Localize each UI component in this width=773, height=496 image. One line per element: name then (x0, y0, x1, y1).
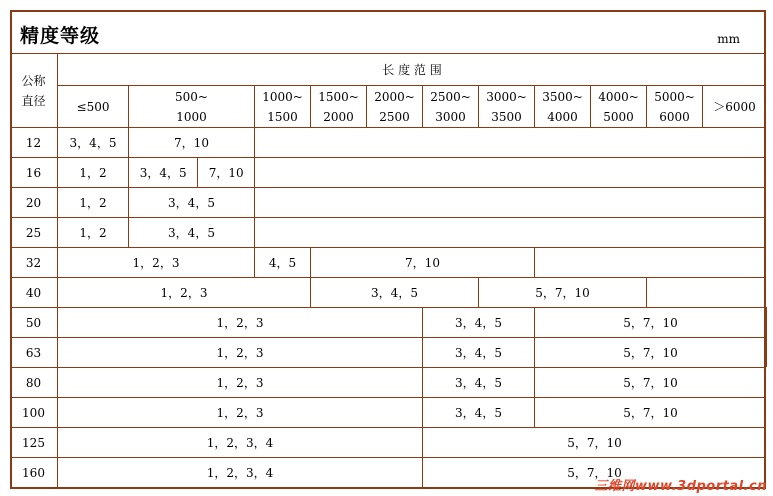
empty-cell (254, 127, 766, 157)
diameter-cell: 20 (10, 187, 57, 217)
grade-cell: 3，4，5 (128, 157, 197, 187)
diameter-cell: 80 (10, 367, 57, 397)
grade-cell: 5，7，10 (534, 367, 766, 397)
grade-cell: 7，10 (197, 157, 254, 187)
empty-cell (254, 217, 766, 247)
empty-cell (766, 337, 767, 367)
diameter-cell: 12 (10, 127, 57, 157)
empty-cell (534, 247, 766, 277)
grade-cell: 5，7，10 (534, 307, 766, 337)
empty-cell (646, 277, 766, 307)
grade-cell: 1，2，3 (57, 337, 422, 367)
diameter-cell: 50 (10, 307, 57, 337)
range-header: 2000~ 2500 (366, 85, 422, 127)
range-header: 500~ 1000 (128, 85, 254, 127)
diameter-cell: 32 (10, 247, 57, 277)
grade-cell: 3，4，5 (422, 307, 534, 337)
diameter-cell: 16 (10, 157, 57, 187)
grade-cell: 3，4，5 (422, 367, 534, 397)
grade-cell: 7，10 (128, 127, 254, 157)
grade-cell: 1，2，3 (57, 397, 422, 427)
range-header: 1500~ 2000 (310, 85, 366, 127)
grade-cell: 3，4，5 (310, 277, 478, 307)
grade-cell: 3，4，5 (128, 187, 254, 217)
page-title: 精度等级 (20, 25, 101, 47)
grade-cell: 1，2 (57, 217, 128, 247)
unit-label: mm (717, 32, 740, 46)
range-header: 3000~ 3500 (478, 85, 534, 127)
empty-cell (254, 157, 766, 187)
grade-cell: 3，4，5 (422, 397, 534, 427)
grade-cell: 5，7，10 (534, 337, 766, 367)
grade-cell: 5，7，10 (478, 277, 646, 307)
range-header: 3500~ 4000 (534, 85, 590, 127)
diameter-cell: 40 (10, 277, 57, 307)
range-header: ≤500 (57, 85, 128, 127)
watermark: 三维网www.3dportal.cn (594, 479, 767, 494)
grade-cell: 1，2 (57, 187, 128, 217)
diameter-cell: 100 (10, 397, 57, 427)
empty-cell (766, 307, 767, 337)
range-header: 2500~ 3000 (422, 85, 478, 127)
empty-cell (254, 187, 766, 217)
grade-cell: 7，10 (310, 247, 534, 277)
grade-cell: 5，7，10 (422, 427, 766, 457)
grade-cell: 1，2 (57, 157, 128, 187)
grade-cell: 3，4，5 (422, 337, 534, 367)
grade-cell: 3，4，5 (57, 127, 128, 157)
grade-cell: 1，2，3 (57, 367, 422, 397)
range-header: 4000~ 5000 (590, 85, 646, 127)
precision-grade-table (10, 53, 766, 489)
range-header: 5000~ 6000 (646, 85, 702, 127)
diameter-cell: 63 (10, 337, 57, 367)
diameter-cell: 125 (10, 427, 57, 457)
diameter-cell: 160 (10, 457, 57, 487)
grade-cell: 1，2，3 (57, 307, 422, 337)
grade-cell: 1，2，3，4 (57, 427, 422, 457)
length-range-header: 长 度 范 围 (57, 53, 766, 85)
grade-cell: 5，7，10 (422, 457, 766, 487)
grade-cell: 1，2，3，4 (57, 457, 422, 487)
grade-cell: 3，4，5 (128, 217, 254, 247)
range-header: ＞6000 (702, 85, 766, 127)
range-header: 1000~ 1500 (254, 85, 310, 127)
grade-cell: 1，2，3 (57, 277, 310, 307)
grade-cell: 4，5 (254, 247, 310, 277)
grade-cell: 1，2，3 (57, 247, 254, 277)
diameter-cell: 25 (10, 217, 57, 247)
diameter-header: 公称 直径 (10, 53, 57, 127)
grade-cell: 5，7，10 (534, 397, 766, 427)
